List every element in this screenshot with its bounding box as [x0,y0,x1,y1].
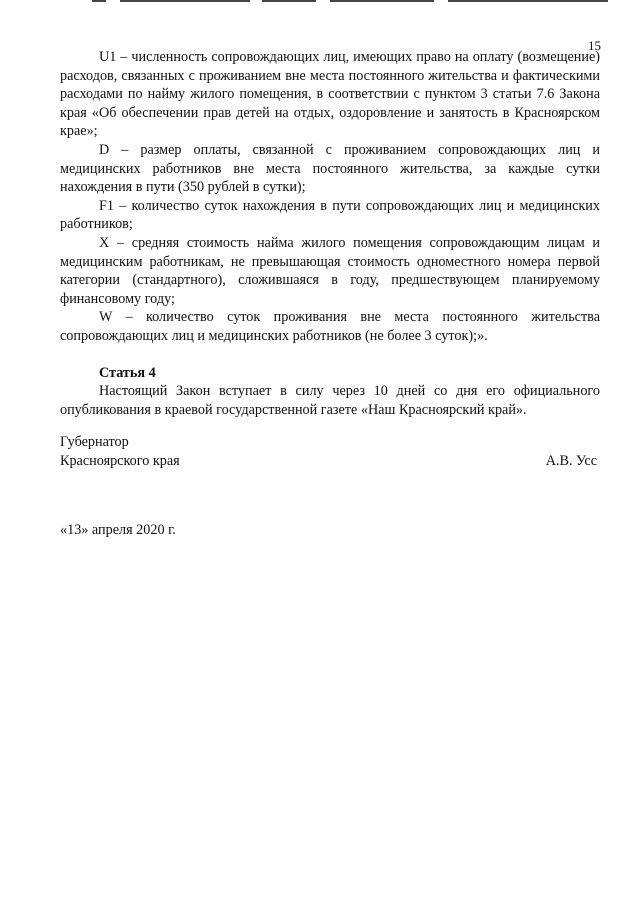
signatory-region: Красноярского края [60,453,180,469]
signatory-title: Губернатор [60,434,129,450]
scan-top-rule [120,0,250,2]
definition-d: D – размер оплаты, связанной с проживанием сопровождающих лиц и медицинских работников вне места постоянного жительства, за каждые сутки нахождения в пути (350 рублей в сутки); [60,141,600,196]
document-date: «13» апреля 2020 г. [60,522,176,538]
article-text: Настоящий Закон вступает в силу через 10 дней со дня его официального опубликования в краевой государственной газете «Наш Красноярский край». [60,383,600,418]
signatory-name: А.В. Усс [545,453,597,469]
signature-block [60,433,600,471]
definition-u1: U1 – численность сопровождающих лиц, имеющих право на оплату (возмещение) расходов, связанных с проживанием вне места постоянного жительства и фактическими расходами по найму жилого помещения, в соответствии с пунктом 3 статьи 7.6 Закона края «Об обеспечении прав детей на отдых, оздоровление и занятость в Красноярском крае»; [60,49,600,140]
scan-top-rule [262,0,316,2]
definition-w: W – количество суток проживания вне места постоянного жительства сопровождающих лиц и медицинских работников (не более 3 суток);». [60,309,600,344]
definition-x: X – средняя стоимость найма жилого помещения сопровождающим лицам и медицинским работникам, не превышающая стоимость одноместного номера первой категории (стандартного), сложившаяся в году, предшествующем планируемому финансовому году; [60,234,600,307]
scan-top-rule [448,0,608,2]
article-heading: Статья 4 [99,364,156,381]
page-number: 15 [588,38,601,53]
document-body [60,48,600,419]
scan-top-rule [92,0,106,2]
definition-f1: F1 – количество суток нахождения в пути сопровождающих лиц и медицинских работников; [60,197,600,233]
scan-top-rule [330,0,434,2]
